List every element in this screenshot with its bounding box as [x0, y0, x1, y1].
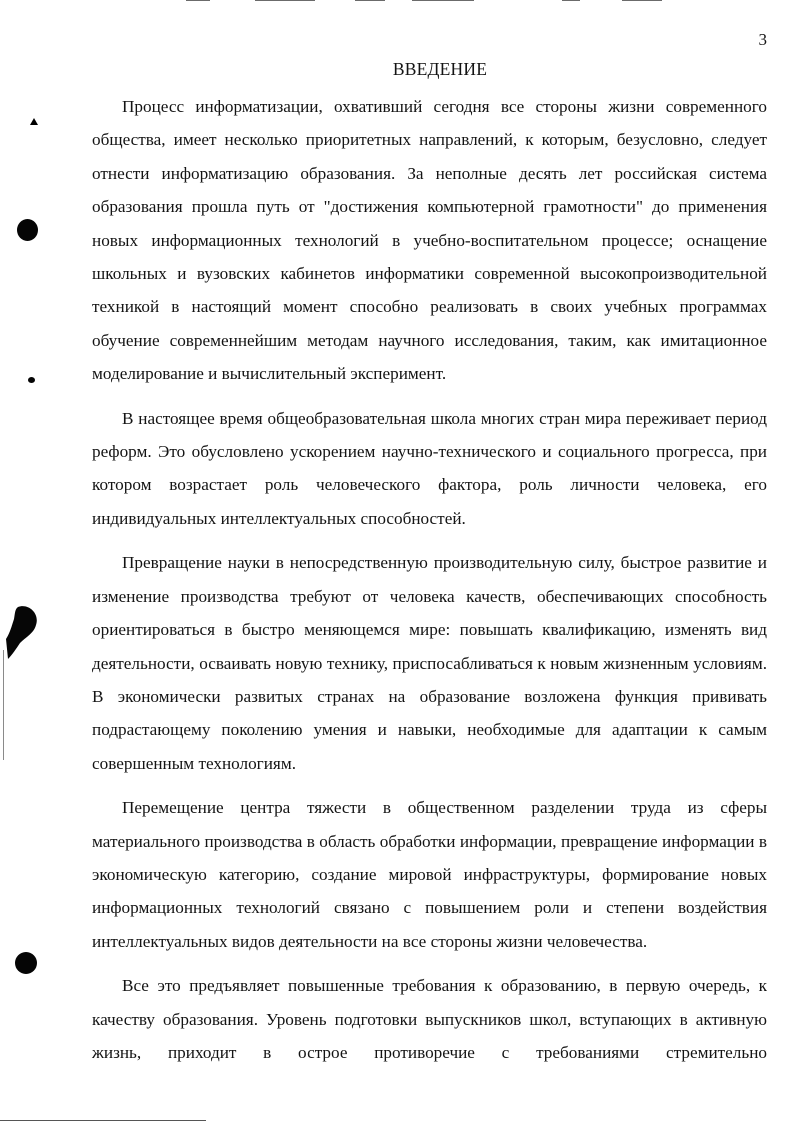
punch-hole [17, 219, 38, 241]
scan-top-rule [622, 0, 662, 1]
scan-arrow-mark [30, 118, 38, 125]
scan-top-rule [355, 0, 385, 1]
paragraph: Перемещение центра тяжести в общественном разделении труда из сферы материального производства в область обработки информации, превращение информации в экономическую категорию, создание мировой инфраструктуры, формирование новых информационных технологий связано с повышением роли и степени воздействия интеллектуальных видов деятельности на все стороны жизни человечества. [92, 798, 767, 951]
punch-hole [15, 952, 37, 974]
scan-left-edge [3, 650, 4, 760]
scan-top-rule [412, 0, 474, 1]
paragraph: Все это предъявляет повышенные требования к образованию, в первую очередь, к качеству образования. Уровень подготовки выпускников школ, вступающих в активную жизнь, приходит в острое противоречие с требованиями стремительно [92, 976, 767, 1062]
paragraph: В настоящее время общеобразовательная школа многих стран мира переживает период реформ. Это обусловлено ускорением научно-технического и социального прогресса, при котором возрастает роль человеческого фактора, роль личности человека, его индивидуальных интеллектуальных способностей. [92, 408, 767, 528]
body-text [92, 90, 767, 1069]
page-title: ВВЕДЕНИЕ [392, 59, 488, 79]
scan-blot [4, 603, 44, 663]
scan-top-rule [562, 0, 580, 1]
page-number: 3 [758, 30, 767, 49]
paragraph: Процесс информатизации, охвативший сегодня все стороны жизни современного общества, имеет несколько приоритетных направлений, к которым, безусловно, следует отнести информатизацию образования. За неполные десять лет российская система образования прошла путь от "достижения компьютерной грамотности" до применения новых информационных технологий в учебно-воспитательном процессе; оснащение школьных и вузовских кабинетов информатики современной высокопроизводительной техникой в настоящий момент способно реализовать в своих учебных программах обучение современнейшим методам научного исследования, таким, как имитационное моделирование и вычислительный эксперимент. [92, 97, 767, 384]
scan-bottom-rule [0, 1120, 206, 1121]
scan-dot [28, 377, 35, 383]
paragraph: Превращение науки в непосредственную производительную силу, быстрое развитие и изменение производства требуют от человека качеств, обеспечивающих способность ориентироваться в быстро меняющемся мире: повышать квалификацию, изменять вид деятельности, осваивать новую технику, приспосабливаться к новым жизненным условиям. В экономически развитых странах на образование возложена функция прививать подрастающему поколению умения и навыки, необходимые для адаптации к самым совершенным технологиям. [92, 553, 767, 773]
scan-top-rule [186, 0, 210, 1]
scan-top-rule [255, 0, 315, 1]
